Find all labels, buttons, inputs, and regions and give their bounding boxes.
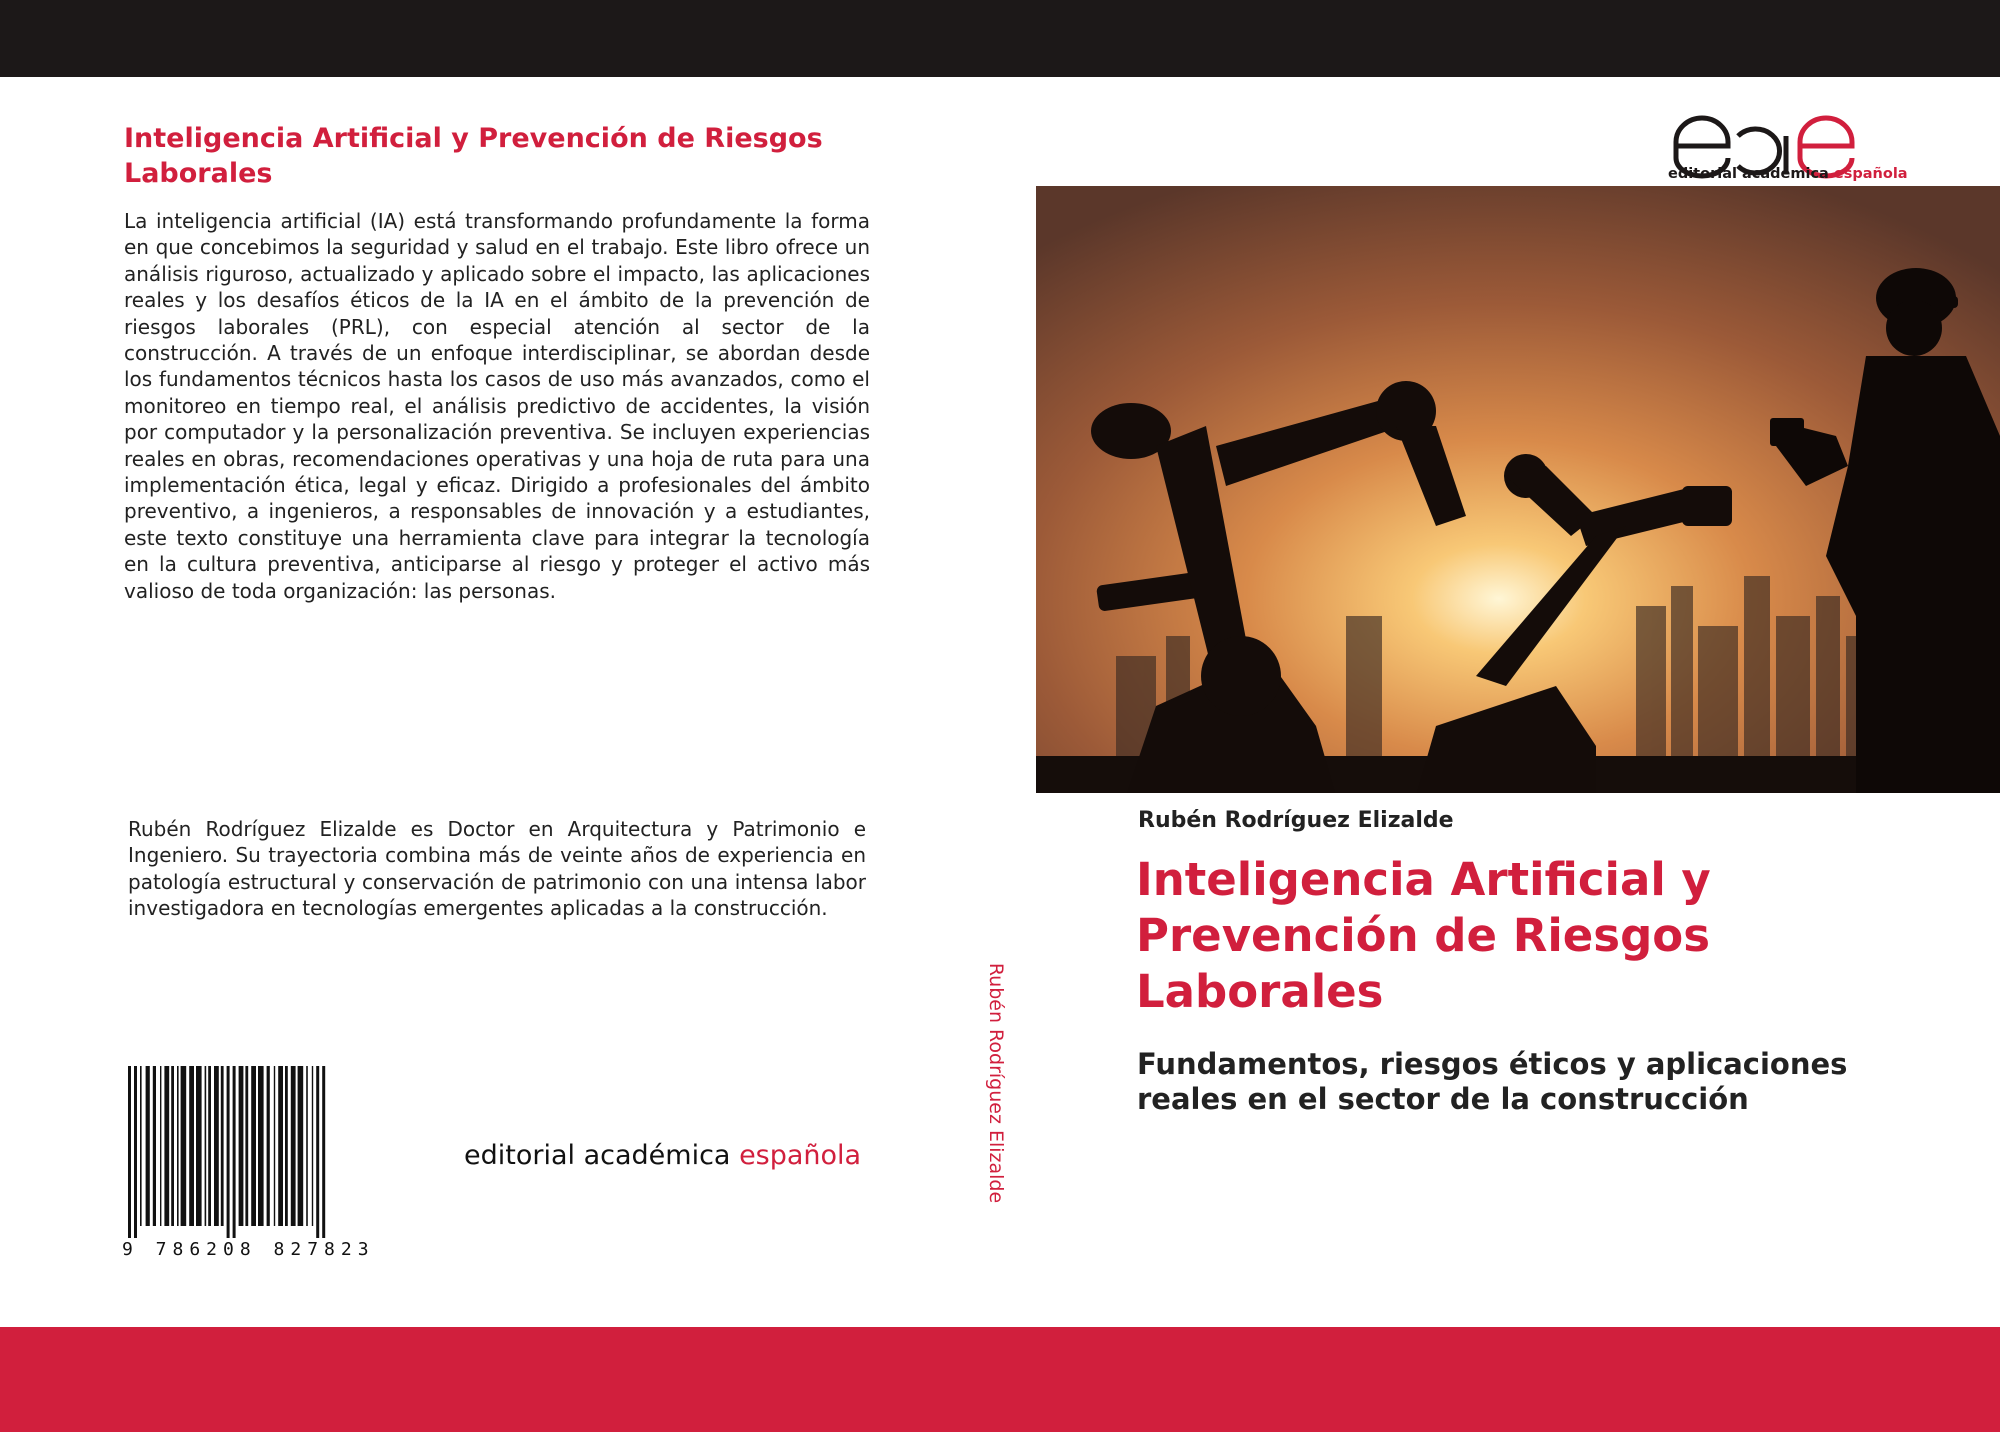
- barcode-bar: [214, 1066, 219, 1226]
- barcode-bars: [122, 1066, 444, 1238]
- spine-author: Rubén Rodríguez Elizalde: [985, 962, 1007, 1204]
- author-bio: Rubén Rodríguez Elizalde es Doctor en Arquitectura y Patrimonio e Ingeniero. Su trayectoria combina más de veinte años de experiencia en patología estructural y conservación de patrimonio con una intensa labor investigadora en tecnologías emergentes aplicadas a la construcción.: [128, 817, 866, 921]
- top-band: [0, 0, 2000, 77]
- barcode-bar: [205, 1066, 207, 1226]
- logo-caption: [1668, 166, 1908, 182]
- barcode-bar: [153, 1066, 156, 1226]
- barcode-bar: [177, 1066, 179, 1226]
- barcode-bar: [312, 1066, 313, 1226]
- barcode-bar: [171, 1066, 174, 1226]
- back-cover-title: Inteligencia Artificial y Prevención de Riesgos Laborales: [124, 123, 823, 189]
- barcode-bar: [291, 1066, 296, 1226]
- barcode-bar: [146, 1066, 150, 1226]
- barcode-bar: [233, 1066, 236, 1238]
- front-cover-author: Rubén Rodríguez Elizalde: [1138, 808, 1454, 833]
- barcode-bar: [278, 1066, 283, 1226]
- cover-photo: [1036, 186, 2000, 793]
- front-cover-subtitle: Fundamentos, riesgos éticos y aplicaciones reales en el sector de la construcción: [1137, 1047, 1848, 1116]
- cover-photo-illustration: [1036, 186, 2000, 793]
- barcode: [122, 1066, 444, 1264]
- logo-caption-name: editorial académica: [1668, 166, 1829, 182]
- back-cover-blurb: La inteligencia artificial (IA) está transformando profundamente la forma en que concebimos la seguridad y salud en el trabajo. Este libro ofrece un análisis riguroso, actualizado y aplicado sobre el impacto, las aplicaciones reales y los desafíos éticos de la IA en el ámbito de la prevención de riesgos laborales (PRL), con especial atención al sector de la construcción. A través de un enfoque interdisciplinar, se abordan desde los fundamentos técnicos hasta los casos de uso más avanzados, como el monitoreo en tiempo real, el análisis predictivo de accidentes, la visión por computador y la personalización preventiva. Se incluyen experiencias reales en obras, recomendaciones operativas y una hoja de ruta para una implementación ética, legal y eficaz. Dirigido a profesionales del ámbito preventivo, a ingenieros, a responsables de innovación y a estudiantes, este texto constituye una herramienta clave para integrar la tecnología en la cultura preventiva, anticiparse al riesgo y proteger el activo más valioso de toda organización: las personas.: [124, 209, 870, 603]
- barcode-bar: [239, 1066, 244, 1226]
- barcode-bar: [306, 1066, 308, 1226]
- logo-caption-accent: española: [1833, 166, 1908, 182]
- front-cover-title: Inteligencia Artificial y Prevención de Riesgos Laborales: [1136, 853, 1711, 1018]
- barcode-bar: [274, 1066, 275, 1226]
- barcode-bar: [251, 1066, 256, 1226]
- barcode-bar: [128, 1066, 131, 1238]
- barcode-bar: [221, 1066, 224, 1226]
- barcode-bar: [196, 1066, 202, 1226]
- barcode-bar: [227, 1066, 230, 1238]
- barcode-number: 9 786208 827823: [122, 1239, 375, 1260]
- barcode-bar: [189, 1066, 194, 1226]
- barcode-bar: [245, 1066, 248, 1226]
- barcode-bar: [285, 1066, 288, 1226]
- barcode-bar: [258, 1066, 264, 1226]
- barcode-bar: [316, 1066, 319, 1238]
- barcode-bar: [140, 1066, 142, 1226]
- barcode-bar: [267, 1066, 270, 1226]
- publisher-imprint: [464, 1140, 861, 1171]
- barcode-bar: [322, 1066, 325, 1238]
- barcode-bar: [181, 1066, 187, 1226]
- barcode-bar: [208, 1066, 211, 1226]
- publisher-imprint-accent: española: [739, 1140, 862, 1171]
- bottom-band: [0, 1327, 2000, 1432]
- barcode-bar: [298, 1066, 304, 1226]
- publisher-imprint-name: editorial académica: [464, 1140, 731, 1171]
- barcode-bar: [164, 1066, 169, 1226]
- barcode-bar: [134, 1066, 137, 1238]
- barcode-bar: [160, 1066, 161, 1226]
